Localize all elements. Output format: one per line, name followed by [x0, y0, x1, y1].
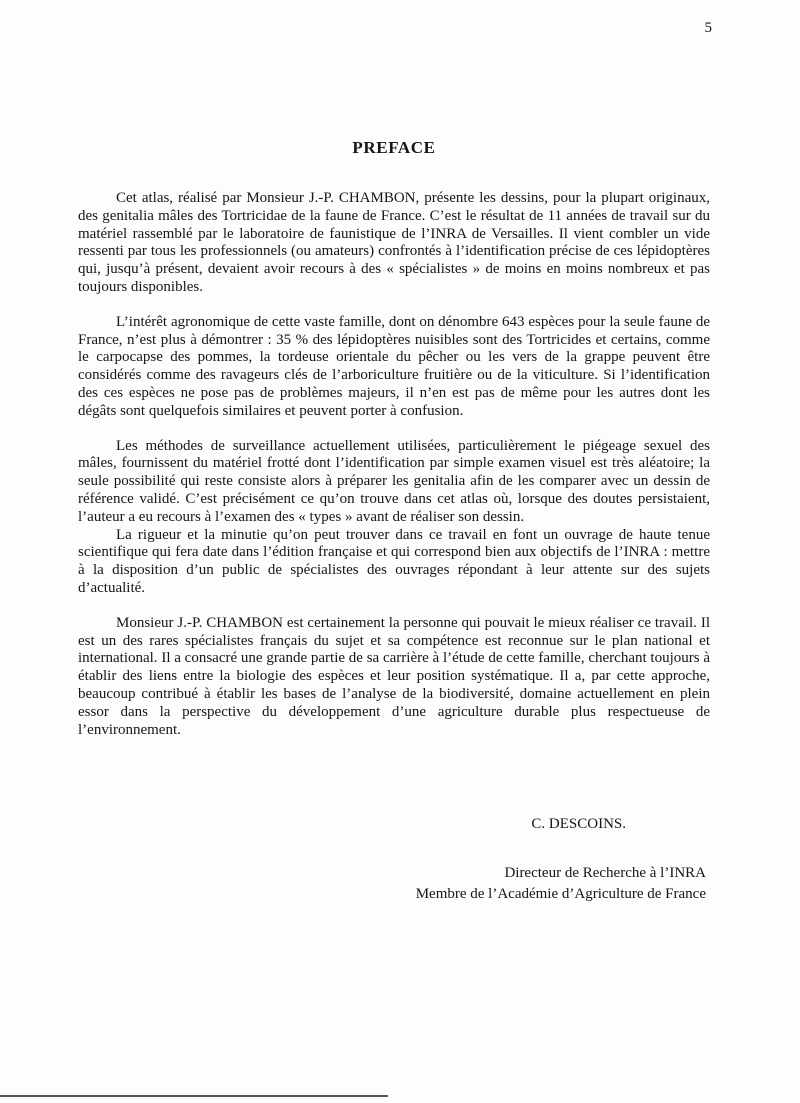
- paragraph-1: Cet atlas, réalisé par Monsieur J.-P. CHAMBON, présente les dessins, pour la plupart originaux, des genitalia mâles des Tortricidae de la faune de France. C’est le résultat de 11 années de travail sur du matériel rassemblé par le laboratoire de faunistique de l’INRA de Versailles. Il vient combler un vide ressenti par tous les professionnels (ou amateurs) confrontés à l’identification précise de ces lépidoptères qui, jusqu’à présent, devaient avoir recours à des « spécialistes » de moins en moins nombreux et pas toujours disponibles.: [78, 190, 710, 295]
- signature-block: [416, 816, 706, 904]
- page-title: PREFACE: [352, 138, 436, 157]
- scan-artifact: [0, 1095, 388, 1097]
- paragraph-3: Les méthodes de surveillance actuellement utilisées, particulièrement le piégeage sexuel des mâles, fournissent du matériel frotté dont l’identification par simple examen visuel est très aléatoire; la seule possibilité qui reste consiste alors à préparer les genitalia afin de les comparer avec un dessin de référence validé. C’est précisément ce qu’on trouve dans cet atlas où, lorsque des doutes persistaient, l’auteur a eu recours à l’examen des « types » avant de réaliser son dessin.: [78, 437, 710, 525]
- paragraph-2: L’intérêt agronomique de cette vaste famille, dont on dénombre 643 espèces pour la seule faune de France, n’est plus à démontrer : 35 % des lépidoptères nuisibles sont des Tortricides et certains, comme le carpocapse des pommes, la tordeuse orientale du pêcher ou les vers de la grappe peuvent être considérés comme des ravageurs clés de l’arboriculture fruitière ou de la viticulture. Si l’identification des ces espèces ne pose pas de problèmes majeurs, il n’en est pas de même pour les autres dont les dégâts sont quelquefois similaires et peuvent porter à confusion.: [78, 313, 710, 419]
- paragraph-4: La rigueur et la minutie qu’on peut trouver dans ce travail en font un ouvrage de haute tenue scientifique qui fera date dans l’édition française et qui correspond bien aux objectifs de l’INRA : mettre à la disposition d’un public de spécialistes des ouvrages répondant à leur attente sur des sujets d’actualité.: [78, 526, 710, 596]
- page-number: 5: [704, 20, 712, 36]
- preface-body: [78, 190, 710, 739]
- signature-role: Directeur de Recherche à l’INRA: [504, 865, 706, 881]
- signature-affiliation: Membre de l’Académie d’Agriculture de France: [415, 885, 706, 902]
- paragraph-5: Monsieur J.-P. CHAMBON est certainement la personne qui pouvait le mieux réaliser ce travail. Il est un des rares spécialistes français du sujet et sa compétence est reconnue sur le plan national et international. Il a consacré une grande partie de sa carrière à l’étude de cette famille, cherchant toujours à établir des liens entre la biologie des espèces et leur position systématique. Il a, par cette approche, beaucoup contribué à établir les bases de l’analyse de la biodiversité, domaine actuellement en plein essor dans la perspective du développement d’une agriculture durable plus respectueuse de l’environnement.: [78, 614, 710, 738]
- signature-name: C. DESCOINS.: [531, 816, 626, 832]
